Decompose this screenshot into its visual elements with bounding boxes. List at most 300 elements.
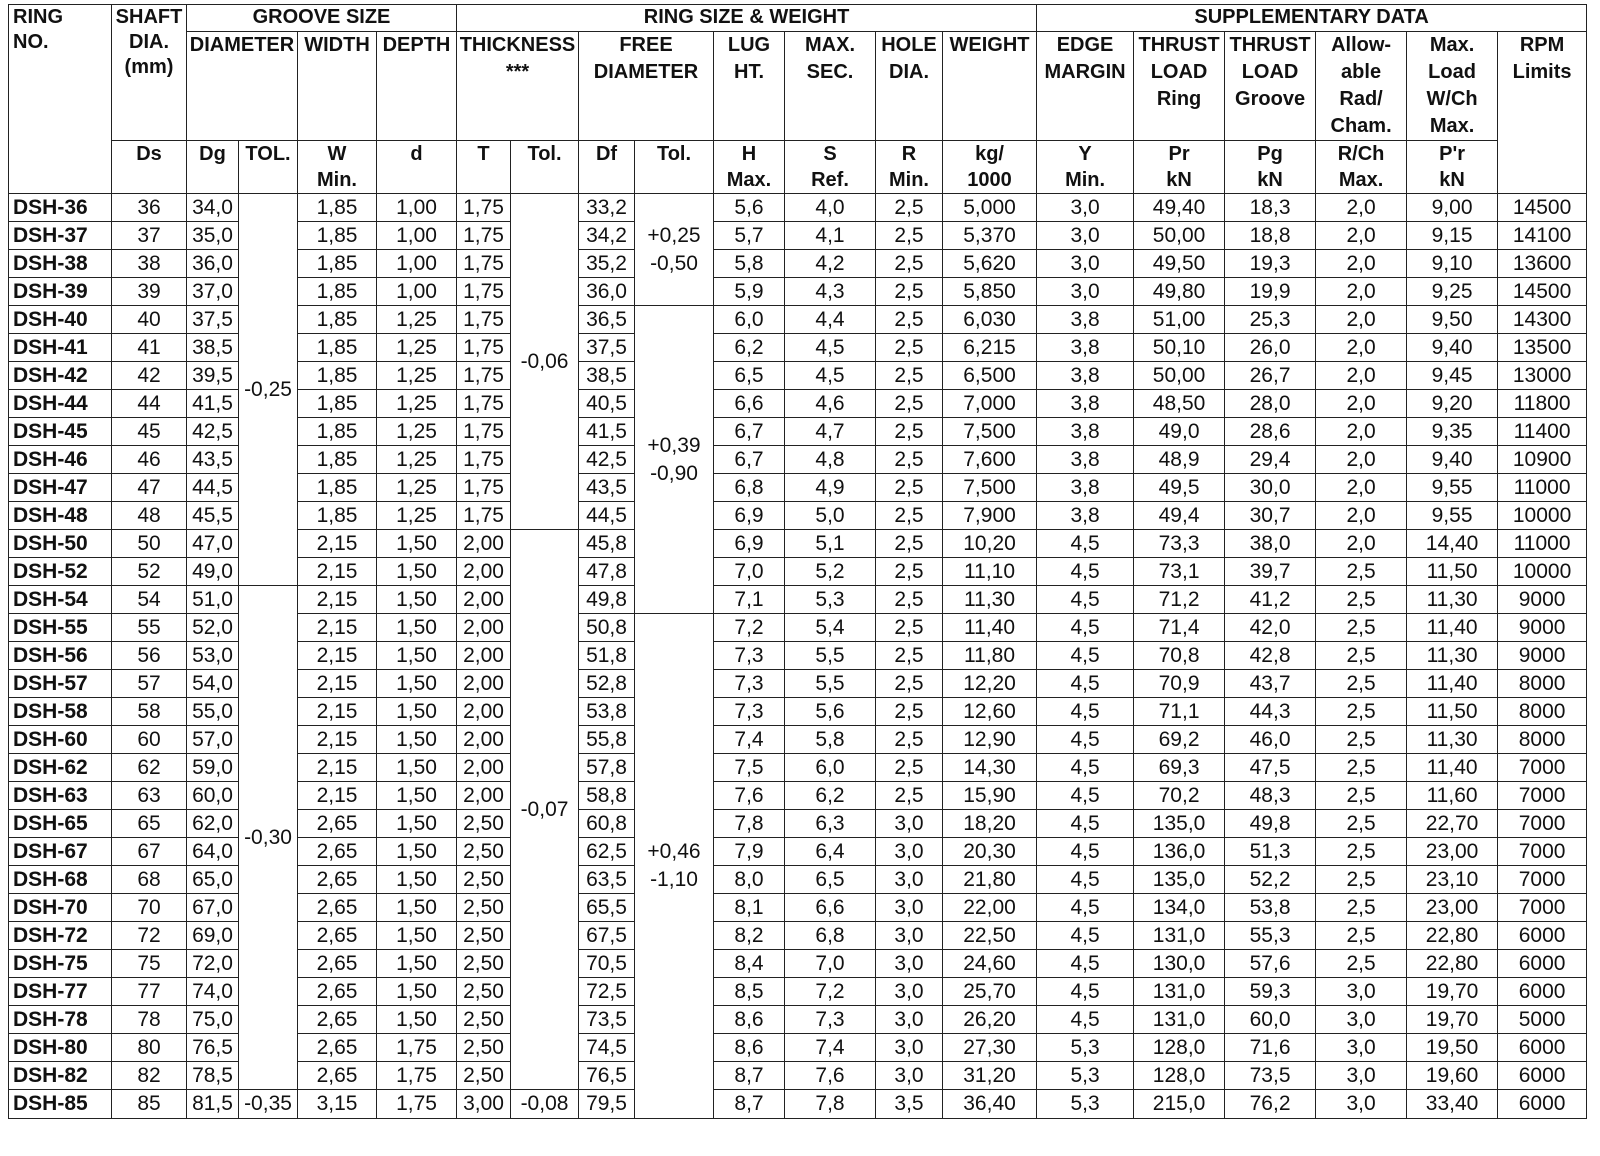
shaft-diameter-cell: 44 bbox=[112, 390, 187, 418]
weight-cell: 25,70 bbox=[943, 978, 1037, 1006]
weight-cell: 22,50 bbox=[943, 922, 1037, 950]
ring-number-cell: DSH-68 bbox=[9, 866, 112, 894]
edge-margin-cell: 3,0 bbox=[1037, 278, 1134, 306]
free-diameter-cell: 52,8 bbox=[579, 670, 635, 698]
allowable-rad-cham-cell: 3,0 bbox=[1316, 1006, 1407, 1034]
pg-symbol: Pg kN bbox=[1225, 141, 1316, 194]
shaft-diameter-cell: 67 bbox=[112, 838, 187, 866]
allowable-rad-cham-cell: 2,0 bbox=[1316, 362, 1407, 390]
max-load-wch-cell: 9,20 bbox=[1407, 390, 1498, 418]
lug-height-cell: 6,0 bbox=[714, 306, 785, 334]
lug-height-cell: 7,4 bbox=[714, 726, 785, 754]
max-load-wch-cell: 11,40 bbox=[1407, 754, 1498, 782]
lug-height-cell: 6,7 bbox=[714, 418, 785, 446]
max-load-wch-cell: 19,70 bbox=[1407, 1006, 1498, 1034]
weight-cell: 7,500 bbox=[943, 474, 1037, 502]
lug-height-cell: 8,1 bbox=[714, 894, 785, 922]
groove-depth-cell: 1,25 bbox=[377, 418, 457, 446]
free-diameter-cell: 55,8 bbox=[579, 726, 635, 754]
ring-specification-table bbox=[8, 4, 1587, 1119]
thickness-tolerance: -0,06 bbox=[511, 194, 579, 530]
weight-cell: 14,30 bbox=[943, 754, 1037, 782]
groove-diameter-cell: 59,0 bbox=[187, 754, 239, 782]
groove-width-cell: 2,15 bbox=[298, 698, 377, 726]
thrust-load-groove-cell: 51,3 bbox=[1225, 838, 1316, 866]
allowable-rad-cham-cell: 2,0 bbox=[1316, 502, 1407, 530]
rpm-limit-cell: 8000 bbox=[1498, 698, 1587, 726]
max-section-cell: 6,0 bbox=[785, 754, 876, 782]
max-load-wch-cell: 22,70 bbox=[1407, 810, 1498, 838]
hole-diameter-cell: 2,5 bbox=[876, 698, 943, 726]
free-diameter-cell: 74,5 bbox=[579, 1034, 635, 1062]
edge-margin-cell: 3,8 bbox=[1037, 306, 1134, 334]
groove-width-cell: 1,85 bbox=[298, 418, 377, 446]
max-section-cell: 4,2 bbox=[785, 250, 876, 278]
groove-depth-cell: 1,50 bbox=[377, 754, 457, 782]
groove-depth-cell: 1,50 bbox=[377, 586, 457, 614]
ring-number-cell: DSH-67 bbox=[9, 838, 112, 866]
max-load-wch-cell: 9,45 bbox=[1407, 362, 1498, 390]
shaft-diameter-cell: 77 bbox=[112, 978, 187, 1006]
allowable-rad-cham-cell: 2,5 bbox=[1316, 698, 1407, 726]
free-diameter-cell: 41,5 bbox=[579, 418, 635, 446]
shaft-diameter-cell: 72 bbox=[112, 922, 187, 950]
max-section-cell: 5,4 bbox=[785, 614, 876, 642]
allowable-rad-cham-cell: 2,5 bbox=[1316, 838, 1407, 866]
thickness-cell: 1,75 bbox=[457, 222, 511, 250]
weight-cell: 18,20 bbox=[943, 810, 1037, 838]
thrust-load-ring-cell: 73,1 bbox=[1134, 558, 1225, 586]
thrust-load-groove-cell: 18,8 bbox=[1225, 222, 1316, 250]
thrust-load-groove-cell: 53,8 bbox=[1225, 894, 1316, 922]
thrust-load-ring-cell: 136,0 bbox=[1134, 838, 1225, 866]
thickness-cell: 1,75 bbox=[457, 390, 511, 418]
lug-height-cell: 8,6 bbox=[714, 1034, 785, 1062]
rpm-limit-cell: 9000 bbox=[1498, 586, 1587, 614]
hole-diameter-cell: 2,5 bbox=[876, 586, 943, 614]
thrust-load-ring-header: THRUST LOAD Ring bbox=[1134, 32, 1225, 141]
lug-height-cell: 6,9 bbox=[714, 502, 785, 530]
thrust-load-groove-cell: 46,0 bbox=[1225, 726, 1316, 754]
rpm-limit-cell: 6000 bbox=[1498, 950, 1587, 978]
rpm-limit-cell: 6000 bbox=[1498, 1062, 1587, 1090]
rpm-limit-cell: 14500 bbox=[1498, 194, 1587, 222]
hole-diameter-cell: 3,0 bbox=[876, 894, 943, 922]
thickness-cell: 1,75 bbox=[457, 194, 511, 222]
ring-number-cell: DSH-38 bbox=[9, 250, 112, 278]
ring-number-cell: DSH-54 bbox=[9, 586, 112, 614]
groove-dia-tolerance: -0,35 bbox=[239, 1090, 298, 1119]
hole-diameter-cell: 2,5 bbox=[876, 362, 943, 390]
thickness-tolerance: -0,07 bbox=[511, 530, 579, 1090]
rpm-limit-cell: 11400 bbox=[1498, 418, 1587, 446]
groove-diameter-cell: 45,5 bbox=[187, 502, 239, 530]
thrust-load-groove-cell: 60,0 bbox=[1225, 1006, 1316, 1034]
edge-margin-cell: 3,0 bbox=[1037, 250, 1134, 278]
weight-cell: 11,40 bbox=[943, 614, 1037, 642]
shaft-diameter-cell: 37 bbox=[112, 222, 187, 250]
hole-diameter-cell: 2,5 bbox=[876, 558, 943, 586]
thrust-load-ring-cell: 70,8 bbox=[1134, 642, 1225, 670]
lug-height-cell: 6,2 bbox=[714, 334, 785, 362]
rpm-limit-cell: 11000 bbox=[1498, 474, 1587, 502]
shaft-diameter-cell: 50 bbox=[112, 530, 187, 558]
allowable-rad-cham-cell: 2,5 bbox=[1316, 670, 1407, 698]
groove-diameter-cell: 76,5 bbox=[187, 1034, 239, 1062]
rpm-limit-cell: 9000 bbox=[1498, 642, 1587, 670]
free-diameter-cell: 53,8 bbox=[579, 698, 635, 726]
max-load-wch-cell: 9,55 bbox=[1407, 502, 1498, 530]
allowable-rad-cham-header: Allow- able Rad/ Cham. bbox=[1316, 32, 1407, 141]
max-load-wch-cell: 33,40 bbox=[1407, 1090, 1498, 1119]
thrust-load-ring-cell: 73,3 bbox=[1134, 530, 1225, 558]
thrust-load-groove-cell: 71,6 bbox=[1225, 1034, 1316, 1062]
max-load-wch-cell: 14,40 bbox=[1407, 530, 1498, 558]
ring-number-cell: DSH-42 bbox=[9, 362, 112, 390]
max-load-wch-cell: 11,30 bbox=[1407, 586, 1498, 614]
weight-cell: 7,500 bbox=[943, 418, 1037, 446]
groove-depth-cell: 1,50 bbox=[377, 558, 457, 586]
max-load-wch-cell: 11,30 bbox=[1407, 726, 1498, 754]
weight-cell: 36,40 bbox=[943, 1090, 1037, 1119]
hole-diameter-cell: 2,5 bbox=[876, 754, 943, 782]
d-symbol: d bbox=[377, 141, 457, 194]
weight-cell: 12,60 bbox=[943, 698, 1037, 726]
supplementary-data-header: SUPPLEMENTARY DATA bbox=[1037, 5, 1587, 32]
thrust-load-ring-cell: 71,4 bbox=[1134, 614, 1225, 642]
shaft-diameter-cell: 56 bbox=[112, 642, 187, 670]
max-section-cell: 4,1 bbox=[785, 222, 876, 250]
free-diameter-cell: 70,5 bbox=[579, 950, 635, 978]
hole-diameter-cell: 2,5 bbox=[876, 390, 943, 418]
free-diameter-cell: 37,5 bbox=[579, 334, 635, 362]
max-section-cell: 7,4 bbox=[785, 1034, 876, 1062]
free-diameter-cell: 76,5 bbox=[579, 1062, 635, 1090]
groove-width-cell: 1,85 bbox=[298, 306, 377, 334]
groove-width-cell: 2,15 bbox=[298, 530, 377, 558]
allowable-rad-cham-cell: 2,5 bbox=[1316, 810, 1407, 838]
edge-margin-cell: 3,8 bbox=[1037, 502, 1134, 530]
hole-diameter-cell: 3,0 bbox=[876, 950, 943, 978]
max-load-wch-cell: 9,55 bbox=[1407, 474, 1498, 502]
groove-width-cell: 1,85 bbox=[298, 390, 377, 418]
groove-width-cell: 2,65 bbox=[298, 1034, 377, 1062]
max-section-cell: 4,4 bbox=[785, 306, 876, 334]
groove-diameter-cell: 54,0 bbox=[187, 670, 239, 698]
groove-diameter-cell: 34,0 bbox=[187, 194, 239, 222]
table-row bbox=[9, 1090, 1587, 1119]
shaft-diameter-cell: 40 bbox=[112, 306, 187, 334]
shaft-diameter-cell: 47 bbox=[112, 474, 187, 502]
max-section-cell: 6,6 bbox=[785, 894, 876, 922]
h-symbol: H Max. bbox=[714, 141, 785, 194]
allowable-rad-cham-cell: 3,0 bbox=[1316, 1090, 1407, 1119]
thrust-load-ring-cell: 134,0 bbox=[1134, 894, 1225, 922]
allowable-rad-cham-cell: 2,5 bbox=[1316, 726, 1407, 754]
groove-width-cell: 1,85 bbox=[298, 194, 377, 222]
lug-height-cell: 7,8 bbox=[714, 810, 785, 838]
allowable-rad-cham-cell: 3,0 bbox=[1316, 1034, 1407, 1062]
max-section-header: MAX. SEC. bbox=[785, 32, 876, 141]
allowable-rad-cham-cell: 2,0 bbox=[1316, 418, 1407, 446]
max-section-cell: 4,5 bbox=[785, 334, 876, 362]
groove-diameter-cell: 43,5 bbox=[187, 446, 239, 474]
allowable-rad-cham-cell: 2,0 bbox=[1316, 194, 1407, 222]
groove-width-cell: 1,85 bbox=[298, 502, 377, 530]
hole-diameter-cell: 2,5 bbox=[876, 530, 943, 558]
max-load-wch-cell: 19,50 bbox=[1407, 1034, 1498, 1062]
rpm-limit-cell: 5000 bbox=[1498, 1006, 1587, 1034]
max-section-cell: 5,5 bbox=[785, 642, 876, 670]
groove-depth-cell: 1,00 bbox=[377, 278, 457, 306]
allowable-rad-cham-cell: 2,0 bbox=[1316, 222, 1407, 250]
hole-diameter-cell: 3,0 bbox=[876, 1006, 943, 1034]
allowable-rad-cham-cell: 2,0 bbox=[1316, 334, 1407, 362]
edge-margin-cell: 5,3 bbox=[1037, 1034, 1134, 1062]
edge-margin-cell: 4,5 bbox=[1037, 530, 1134, 558]
weight-cell: 5,850 bbox=[943, 278, 1037, 306]
groove-depth-cell: 1,00 bbox=[377, 250, 457, 278]
thrust-load-ring-cell: 48,9 bbox=[1134, 446, 1225, 474]
groove-depth-cell: 1,50 bbox=[377, 670, 457, 698]
lug-height-cell: 5,7 bbox=[714, 222, 785, 250]
groove-diameter-cell: 75,0 bbox=[187, 1006, 239, 1034]
max-section-cell: 7,0 bbox=[785, 950, 876, 978]
hole-diameter-cell: 2,5 bbox=[876, 614, 943, 642]
free-diameter-cell: 40,5 bbox=[579, 390, 635, 418]
groove-diameter-cell: 78,5 bbox=[187, 1062, 239, 1090]
free-diameter-cell: 73,5 bbox=[579, 1006, 635, 1034]
thrust-load-ring-cell: 130,0 bbox=[1134, 950, 1225, 978]
lug-height-cell: 6,7 bbox=[714, 446, 785, 474]
groove-diameter-cell: 67,0 bbox=[187, 894, 239, 922]
weight-cell: 22,00 bbox=[943, 894, 1037, 922]
thickness-cell: 2,50 bbox=[457, 810, 511, 838]
ring-number-cell: DSH-41 bbox=[9, 334, 112, 362]
shaft-diameter-cell: 78 bbox=[112, 1006, 187, 1034]
edge-margin-cell: 3,8 bbox=[1037, 446, 1134, 474]
max-section-cell: 4,0 bbox=[785, 194, 876, 222]
max-section-cell: 7,2 bbox=[785, 978, 876, 1006]
thrust-load-ring-cell: 70,2 bbox=[1134, 782, 1225, 810]
groove-width-cell: 2,65 bbox=[298, 950, 377, 978]
thrust-load-groove-cell: 30,7 bbox=[1225, 502, 1316, 530]
hole-diameter-cell: 3,0 bbox=[876, 810, 943, 838]
free-diameter-cell: 45,8 bbox=[579, 530, 635, 558]
max-load-wch-cell: 11,50 bbox=[1407, 698, 1498, 726]
free-diameter-cell: 47,8 bbox=[579, 558, 635, 586]
thrust-load-groove-cell: 55,3 bbox=[1225, 922, 1316, 950]
shaft-diameter-cell: 75 bbox=[112, 950, 187, 978]
rpm-limit-cell: 11800 bbox=[1498, 390, 1587, 418]
lug-height-cell: 8,6 bbox=[714, 1006, 785, 1034]
lug-height-cell: 8,4 bbox=[714, 950, 785, 978]
hole-diameter-cell: 2,5 bbox=[876, 306, 943, 334]
edge-margin-cell: 4,5 bbox=[1037, 950, 1134, 978]
rpm-limit-cell: 7000 bbox=[1498, 894, 1587, 922]
thrust-load-ring-cell: 49,40 bbox=[1134, 194, 1225, 222]
edge-margin-cell: 3,0 bbox=[1037, 194, 1134, 222]
edge-margin-cell: 5,3 bbox=[1037, 1090, 1134, 1119]
max-load-wch-cell: 9,50 bbox=[1407, 306, 1498, 334]
groove-depth-cell: 1,50 bbox=[377, 950, 457, 978]
lug-height-cell: 7,0 bbox=[714, 558, 785, 586]
rpm-limit-cell: 7000 bbox=[1498, 838, 1587, 866]
max-section-cell: 4,8 bbox=[785, 446, 876, 474]
shaft-diameter-cell: 63 bbox=[112, 782, 187, 810]
max-section-cell: 4,9 bbox=[785, 474, 876, 502]
thickness-tolerance: -0,08 bbox=[511, 1090, 579, 1119]
thickness-cell: 2,50 bbox=[457, 894, 511, 922]
ring-number-cell: DSH-36 bbox=[9, 194, 112, 222]
ring-number-cell: DSH-46 bbox=[9, 446, 112, 474]
max-section-cell: 6,3 bbox=[785, 810, 876, 838]
allowable-rad-cham-cell: 2,5 bbox=[1316, 754, 1407, 782]
weight-cell: 5,000 bbox=[943, 194, 1037, 222]
thrust-load-groove-cell: 30,0 bbox=[1225, 474, 1316, 502]
table-row bbox=[9, 194, 1587, 222]
max-section-cell: 5,6 bbox=[785, 698, 876, 726]
lug-height-cell: 7,9 bbox=[714, 838, 785, 866]
edge-margin-cell: 4,5 bbox=[1037, 754, 1134, 782]
lug-height-cell: 6,6 bbox=[714, 390, 785, 418]
free-diameter-cell: 58,8 bbox=[579, 782, 635, 810]
groove-depth-cell: 1,75 bbox=[377, 1062, 457, 1090]
diameter-header: DIAMETER bbox=[187, 32, 298, 141]
r-symbol: R Min. bbox=[876, 141, 943, 194]
ring-number-cell: DSH-77 bbox=[9, 978, 112, 1006]
lug-height-cell: 6,9 bbox=[714, 530, 785, 558]
groove-diameter-cell: 64,0 bbox=[187, 838, 239, 866]
thickness-cell: 1,75 bbox=[457, 278, 511, 306]
free-diameter-header: FREE DIAMETER bbox=[579, 32, 714, 141]
shaft-diameter-cell: 70 bbox=[112, 894, 187, 922]
hole-diameter-cell: 3,0 bbox=[876, 838, 943, 866]
groove-diameter-cell: 72,0 bbox=[187, 950, 239, 978]
thrust-load-ring-cell: 50,00 bbox=[1134, 222, 1225, 250]
groove-diameter-cell: 44,5 bbox=[187, 474, 239, 502]
groove-width-cell: 3,15 bbox=[298, 1090, 377, 1119]
edge-margin-cell: 4,5 bbox=[1037, 698, 1134, 726]
groove-depth-cell: 1,50 bbox=[377, 726, 457, 754]
thrust-load-ring-cell: 135,0 bbox=[1134, 810, 1225, 838]
free-diameter-cell: 42,5 bbox=[579, 446, 635, 474]
hole-diameter-cell: 2,5 bbox=[876, 446, 943, 474]
max-load-wch-cell: 22,80 bbox=[1407, 922, 1498, 950]
free-diameter-cell: 33,2 bbox=[579, 194, 635, 222]
allowable-rad-cham-cell: 2,0 bbox=[1316, 390, 1407, 418]
max-load-wch-cell: 11,40 bbox=[1407, 670, 1498, 698]
groove-diameter-cell: 55,0 bbox=[187, 698, 239, 726]
max-section-cell: 5,5 bbox=[785, 670, 876, 698]
rpm-limit-cell: 13000 bbox=[1498, 362, 1587, 390]
y-symbol: Y Min. bbox=[1037, 141, 1134, 194]
hole-diameter-cell: 2,5 bbox=[876, 250, 943, 278]
rpm-limit-cell: 10000 bbox=[1498, 502, 1587, 530]
t-symbol: T bbox=[457, 141, 511, 194]
hole-diameter-cell: 3,0 bbox=[876, 866, 943, 894]
allowable-rad-cham-cell: 2,0 bbox=[1316, 446, 1407, 474]
edge-margin-cell: 4,5 bbox=[1037, 810, 1134, 838]
s-symbol: S Ref. bbox=[785, 141, 876, 194]
thrust-load-ring-cell: 50,10 bbox=[1134, 334, 1225, 362]
max-section-cell: 6,8 bbox=[785, 922, 876, 950]
groove-depth-cell: 1,50 bbox=[377, 1006, 457, 1034]
thickness-cell: 1,75 bbox=[457, 474, 511, 502]
max-section-cell: 5,3 bbox=[785, 586, 876, 614]
thickness-cell: 2,00 bbox=[457, 614, 511, 642]
shaft-diameter-cell: 42 bbox=[112, 362, 187, 390]
rpm-limit-cell: 10000 bbox=[1498, 558, 1587, 586]
shaft-diameter-cell: 62 bbox=[112, 754, 187, 782]
thrust-load-groove-cell: 49,8 bbox=[1225, 810, 1316, 838]
free-dia-tolerance: +0,25 -0,50 bbox=[635, 194, 714, 306]
ring-number-cell: DSH-56 bbox=[9, 642, 112, 670]
shaft-diameter-cell: 55 bbox=[112, 614, 187, 642]
max-load-wch-cell: 11,30 bbox=[1407, 642, 1498, 670]
thrust-load-groove-cell: 26,7 bbox=[1225, 362, 1316, 390]
rpm-limit-cell: 13500 bbox=[1498, 334, 1587, 362]
edge-margin-cell: 4,5 bbox=[1037, 866, 1134, 894]
allowable-rad-cham-cell: 3,0 bbox=[1316, 978, 1407, 1006]
edge-margin-cell: 4,5 bbox=[1037, 614, 1134, 642]
groove-width-cell: 2,15 bbox=[298, 782, 377, 810]
lug-height-cell: 7,2 bbox=[714, 614, 785, 642]
shaft-diameter-cell: 60 bbox=[112, 726, 187, 754]
hole-diameter-cell: 3,0 bbox=[876, 1034, 943, 1062]
lug-height-cell: 8,7 bbox=[714, 1062, 785, 1090]
thickness-cell: 1,75 bbox=[457, 250, 511, 278]
allowable-rad-cham-cell: 2,0 bbox=[1316, 306, 1407, 334]
shaft-diameter-cell: 38 bbox=[112, 250, 187, 278]
groove-depth-cell: 1,00 bbox=[377, 222, 457, 250]
shaft-diameter-cell: 82 bbox=[112, 1062, 187, 1090]
df-symbol: Df bbox=[579, 141, 635, 194]
edge-margin-cell: 3,8 bbox=[1037, 474, 1134, 502]
free-diameter-cell: 49,8 bbox=[579, 586, 635, 614]
lug-height-cell: 7,3 bbox=[714, 698, 785, 726]
thrust-load-groove-cell: 47,5 bbox=[1225, 754, 1316, 782]
groove-dia-tolerance: -0,25 bbox=[239, 194, 298, 586]
thrust-load-ring-cell: 135,0 bbox=[1134, 866, 1225, 894]
thrust-load-ring-cell: 131,0 bbox=[1134, 1006, 1225, 1034]
lug-height-cell: 7,3 bbox=[714, 670, 785, 698]
groove-diameter-cell: 39,5 bbox=[187, 362, 239, 390]
pr-wch-symbol: P'r kN bbox=[1407, 141, 1498, 194]
free-diameter-cell: 57,8 bbox=[579, 754, 635, 782]
groove-diameter-cell: 74,0 bbox=[187, 978, 239, 1006]
ring-number-cell: DSH-63 bbox=[9, 782, 112, 810]
weight-cell: 11,30 bbox=[943, 586, 1037, 614]
thickness-cell: 1,75 bbox=[457, 334, 511, 362]
groove-width-cell: 1,85 bbox=[298, 278, 377, 306]
shaft-diameter-cell: 48 bbox=[112, 502, 187, 530]
thrust-load-ring-cell: 48,50 bbox=[1134, 390, 1225, 418]
hole-diameter-cell: 2,5 bbox=[876, 418, 943, 446]
max-load-header: Max. Load W/Ch Max. bbox=[1407, 32, 1498, 141]
allowable-rad-cham-cell: 2,5 bbox=[1316, 866, 1407, 894]
weight-cell: 7,000 bbox=[943, 390, 1037, 418]
groove-width-cell: 2,65 bbox=[298, 978, 377, 1006]
edge-margin-cell: 4,5 bbox=[1037, 782, 1134, 810]
free-diameter-cell: 72,5 bbox=[579, 978, 635, 1006]
ring-number-cell: DSH-80 bbox=[9, 1034, 112, 1062]
rpm-limit-cell: 6000 bbox=[1498, 1034, 1587, 1062]
ring-number-cell: DSH-40 bbox=[9, 306, 112, 334]
edge-margin-cell: 4,5 bbox=[1037, 586, 1134, 614]
edge-margin-cell: 4,5 bbox=[1037, 726, 1134, 754]
shaft-diameter-cell: 52 bbox=[112, 558, 187, 586]
